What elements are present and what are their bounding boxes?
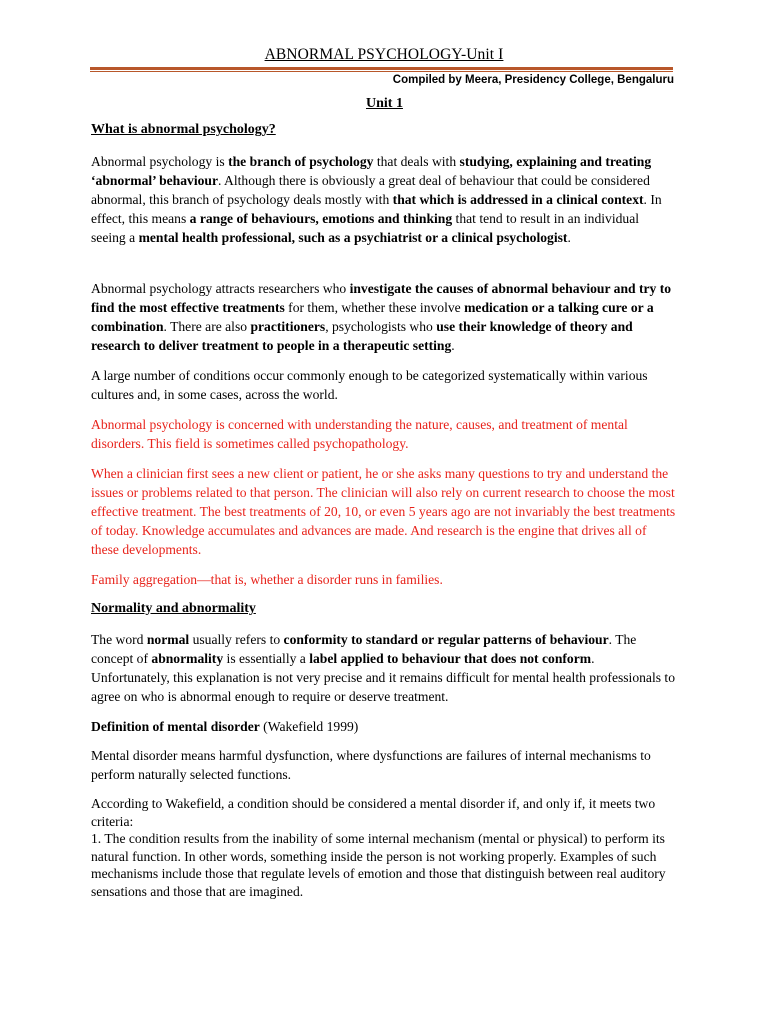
red-paragraph-psychopathology: Abnormal psychology is concerned with understanding the nature, causes, and treatment of mental disorders. This field is sometimes called psychopathology. <box>91 417 628 451</box>
p4-text-8: . Unfortunately, this explanation is not very precise and it remains difficult for mental health professionals to agree on who is abnormal enough to require or deserve treatment. <box>91 651 675 704</box>
p2-text-4: . There are also <box>163 319 251 334</box>
document-title: ABNORMAL PSYCHOLOGY-Unit I <box>264 46 504 63</box>
p2-text-0: Abnormal psychology attracts researchers who <box>91 281 350 296</box>
p1-text-4: . Although there is obviously a great deal of behaviour that could be considered abnormal, this branch of psychology deals mostly with <box>91 173 650 207</box>
p4-text-6: is essentially a <box>223 651 310 666</box>
unit-heading: Unit 1 <box>366 96 403 111</box>
p4-bold-7: label applied to behaviour that does not conform <box>309 651 592 666</box>
definition-heading: Definition of mental disorder <box>91 719 260 734</box>
section-heading-what-is: What is abnormal psychology? <box>91 122 276 137</box>
p4-bold-5: abnormality <box>151 651 224 666</box>
compiled-by-line: Compiled by Meera, Presidency College, Bengaluru <box>392 74 674 86</box>
header-rule-thick <box>90 67 673 70</box>
p2-text-6: , psychologists who <box>325 319 437 334</box>
paragraph-harmful-dysfunction: Mental disorder means harmful dysfunction, where dysfunctions are failures of internal mechanisms to perform naturally selected functions. <box>91 748 651 782</box>
definition-citation: (Wakefield 1999) <box>259 719 359 734</box>
paragraph-researchers <box>91 279 676 355</box>
p4-text-2: usually refers to <box>189 632 284 647</box>
p4-text-4: . The concept of <box>91 632 637 666</box>
p2-bold-7: use their knowledge of theory and research to deliver treatment to people in a therapeutic setting <box>91 319 633 353</box>
p2-text-8: . <box>451 338 455 353</box>
p1-bold-9: mental health professional, such as a psychiatrist or a clinical psychologist <box>138 230 568 245</box>
p1-text-2: that deals with <box>373 154 460 169</box>
red-paragraph-clinician: When a clinician first sees a new client or patient, he or she asks many questions to try and understand the issues or problems related to that person. The clinician will also rely on current research to choose the most effective treatment. The best treatments of 20, 10, or even 5 years ago are not invariably the best treatments of today. Knowledge accumulates and advances are made. And research is the engine that drives all of these developments. <box>91 466 676 557</box>
paragraph-conditions: A large number of conditions occur commonly enough to be categorized systematically within various cultures and, in some cases, across the world. <box>91 368 648 402</box>
criteria-intro: According to Wakefield, a condition should be considered a mental disorder if, and only if, it meets two criteria: <box>91 796 656 829</box>
header-rule-thin <box>90 71 673 72</box>
p2-text-2: for them, whether these involve <box>284 300 465 315</box>
p1-text-6: . In effect, this means <box>91 192 662 226</box>
p4-bold-3: conformity to standard or regular patterns of behaviour <box>283 632 609 647</box>
p1-bold-7: a range of behaviours, emotions and thinking <box>189 211 453 226</box>
p1-bold-1: the branch of psychology <box>228 154 374 169</box>
p2-bold-5: practitioners <box>250 319 326 334</box>
paragraph-normality <box>91 630 676 706</box>
paragraph-wakefield-criteria <box>91 795 676 900</box>
p4-bold-1: normal <box>146 632 190 647</box>
p1-text-0: Abnormal psychology is <box>91 154 229 169</box>
p1-bold-3: studying, explaining and treating ‘abnormal’ behaviour <box>91 154 652 188</box>
p1-text-8: that tend to result in an individual seeing a <box>91 211 640 245</box>
paragraph-definition <box>91 152 676 247</box>
criteria-item-1: 1. The condition results from the inability of some internal mechanism (mental or physical) to perform its natural function. In other words, something inside the person is not working properly. Examples of such mechanisms include those that regulate levels of emotion and those that distinguish between real auditory sensations and those that are imagined. <box>91 831 666 899</box>
section-heading-normality: Normality and abnormality <box>91 601 256 616</box>
p2-bold-3: medication or a talking cure or a combination <box>91 300 654 334</box>
p4-text-0: The word <box>91 632 147 647</box>
p2-bold-1: investigate the causes of abnormal behaviour and try to find the most effective treatments <box>91 281 672 315</box>
p1-text-10: . <box>567 230 571 245</box>
p1-bold-5: that which is addressed in a clinical context <box>392 192 644 207</box>
definition-heading-line <box>91 717 676 736</box>
red-paragraph-family-aggregation: Family aggregation—that is, whether a disorder runs in families. <box>91 572 443 587</box>
